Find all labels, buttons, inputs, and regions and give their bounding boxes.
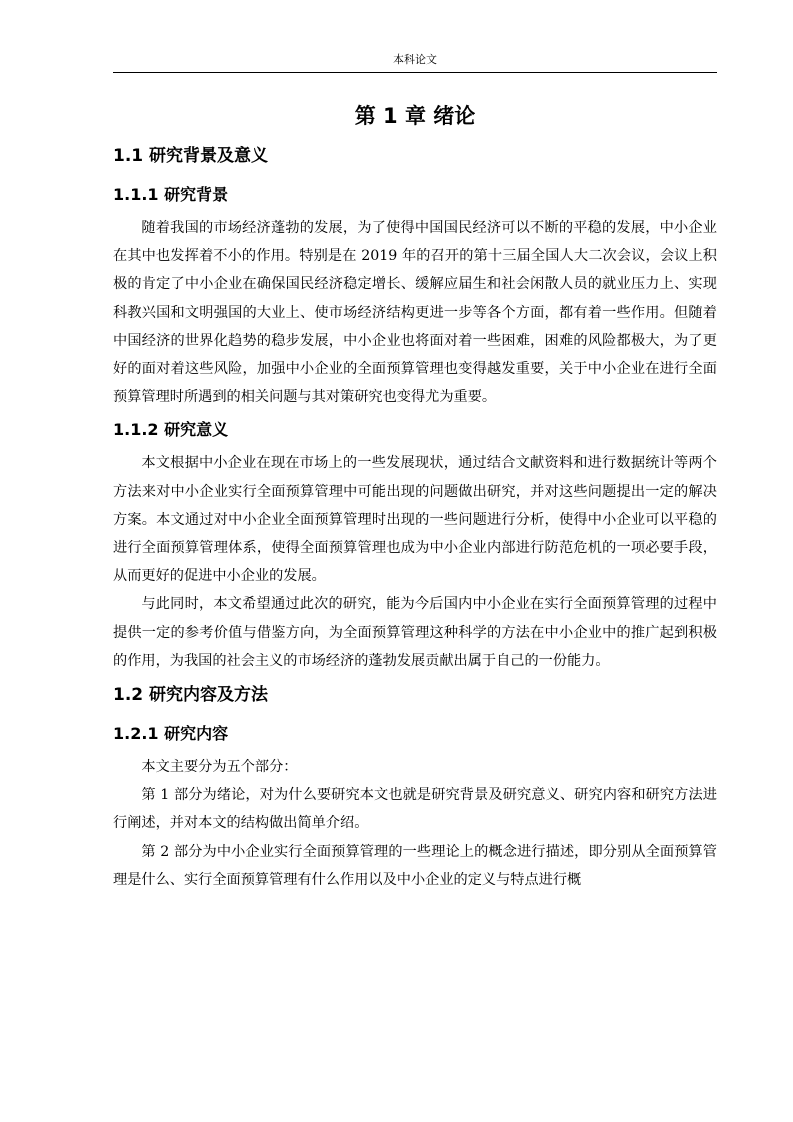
paragraph-content-intro: 本文主要分为五个部分：	[141, 759, 298, 776]
paragraph-research-significance-2: 与此同时，本文希望通过此次的研究，能为今后国内中小企业在实行全面预算管理的过程中提供一定的参考价值与借鉴方向，为全面预算管理这种科学的方法在中小企业中的推广起到积极的作用，为我国的社会主义的市场经济的蓬勃发展贡献出属于自己的一份能力。	[113, 596, 717, 669]
section-heading-1-2: 1.2 研究内容及方法	[113, 685, 269, 706]
paragraph-part-2: 第 2 部分为中小企业实行全面预算管理的一些理论上的概念进行描述，即分别从全面预算管理是什么、实行全面预算管理有什么作用以及中小企业的定义与特点进行概	[113, 843, 717, 888]
subsection-heading-1-2-1: 1.2.1 研究内容	[113, 724, 229, 744]
subsection-heading-1-1-2: 1.1.2 研究意义	[113, 420, 229, 440]
paragraph-research-significance-1: 本文根据中小企业在现在市场上的一些发展现状，通过结合文献资料和进行数据统计等两个方法来对中小企业实行全面预算管理中可能出现的问题做出研究，并对这些问题提出一定的解决方案。本文通过对中小企业全面预算管理时出现的一些问题进行分析，使得中小企业可以平稳的进行全面预算管理体系，使得全面预算管理也成为中小企业内部进行防范危机的一项必要手段，从而更好的促进中小企业的发展。	[113, 455, 717, 585]
subsection-heading-1-1-1: 1.1.1 研究背景	[113, 185, 229, 204]
header-rule	[113, 72, 717, 73]
chapter-title: 第 1 章 绪论	[354, 104, 476, 128]
paragraph-part-1: 第 1 部分为绪论，对为什么要研究本文也就是研究背景及研究意义、研究内容和研究方法进行阐述，并对本文的结构做出简单介绍。	[113, 787, 717, 832]
running-header: 本科论文	[393, 53, 437, 66]
page-content	[113, 96, 717, 894]
section-heading-1-1: 1.1 研究背景及意义	[113, 146, 269, 166]
paragraph-research-background: 随着我国的市场经济蓬勃的发展，为了使得中国国民经济可以不断的平稳的发展，中小企业在其中也发挥着不小的作用。特别是在 2019 年的召开的第十三届全国人大二次会议，会议上积极的肯定了中小企业在确保国民经济稳定增长、缓解应届生和社会闲散人员的就业压力上、实现科教兴国和文明强国的大业上、使市场经济结构更进一步等各个方面，都有着一些作用。但随着中国经济的世界化趋势的稳步发展，中小企业也将面对着一些困难，困难的风险都极大，为了更好的面对着这些风险，加强中小企业的全面预算管理也变得越发重要，关于中小企业在进行全面预算管理时所遇到的相关问题与其对策研究也变得尤为重要。	[113, 220, 717, 406]
